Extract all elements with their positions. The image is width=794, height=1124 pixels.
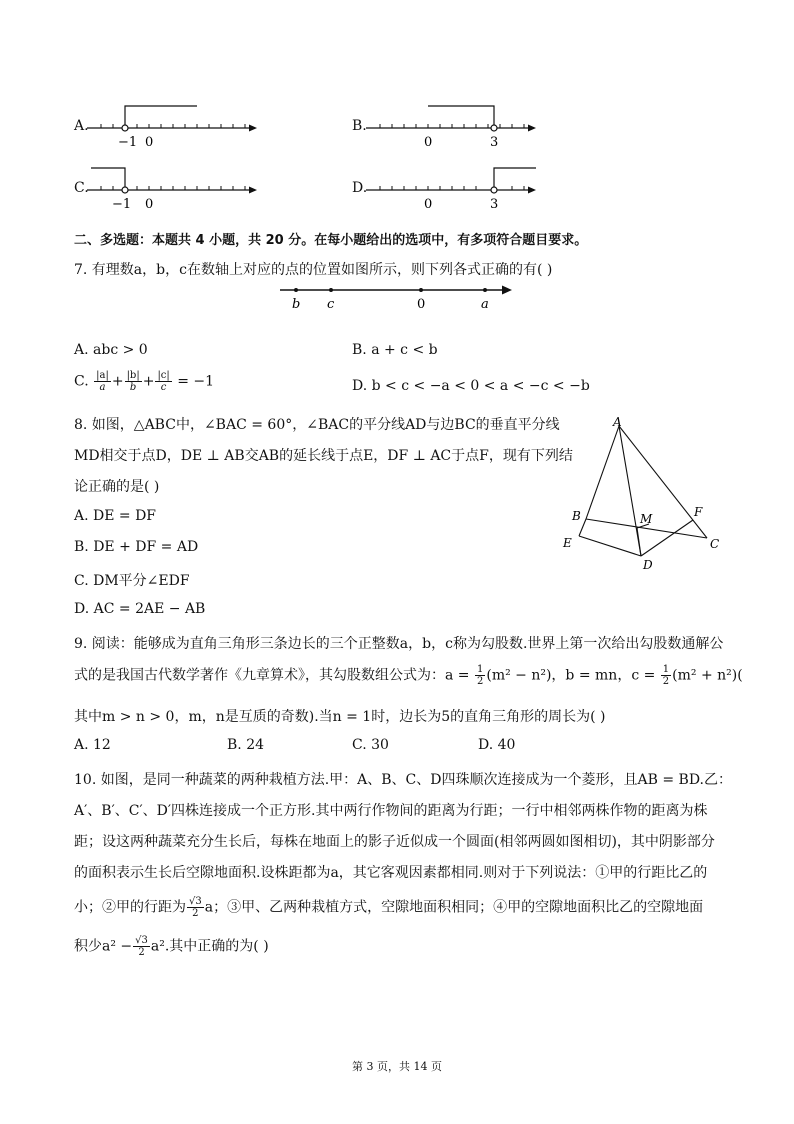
q10-line5: 小；②甲的行距为 $\frac{√3}{2}$ a；③甲、乙两种栽植方式，空隙地面积相同；④甲的空隙地面积比乙的空隙地面	[74, 896, 704, 919]
q7-number-line	[270, 280, 520, 314]
q8-triangle-figure	[555, 412, 735, 577]
q6d-tick-3: 3	[490, 197, 499, 212]
q6a-tick-0: 0	[145, 135, 154, 150]
q7-point-0: 0	[417, 297, 426, 312]
q8-label-E: E	[563, 536, 572, 550]
q9-line2: 式的是我国古代数学著作《九章算术》，其勾股数组公式为：a = $\frac{1}{2}$ (m² − n²)，b = mn，c = $\frac{1}{2}$ (m² + n²)(	[74, 664, 743, 687]
q9-line3: 其中m > n > 0，m，n是互质的奇数).当n = 1时，边长为5的直角三角形的周长为( )	[74, 709, 606, 725]
q8-line2: MD相交于点D，DE ⊥ AB交AB的延长线于点E，DF ⊥ AC于点F，现有下列结	[74, 448, 573, 464]
q8-label-B: B	[572, 509, 581, 523]
q10-line1: 10. 如图，是同一种蔬菜的两种栽植方法.甲：A、B、C、D四珠顺次连接成为一个菱形，且AB = BD.乙：	[74, 772, 732, 788]
q9-option-b: B. 24	[227, 737, 265, 753]
q6-number-line-c	[85, 160, 265, 216]
q6b-tick-0: 0	[424, 135, 433, 150]
q6c-tick-minus1: −1	[112, 197, 132, 212]
q7-option-b: B. a + c < b	[352, 342, 438, 358]
q10-line4: 的面积表示生长后空隙地面积.设株距都为a，其它客观因素都相同.则对于下列说法：①甲的行距比乙的	[74, 865, 708, 881]
q7-point-b: b	[292, 297, 301, 312]
q8-option-c: C. DM平分∠EDF	[74, 573, 190, 589]
q9-line1: 9. 阅读：能够成为直角三角形三条边长的三个正整数a，b，c称为勾股数.世界上第一次给出勾股数通解公	[74, 636, 724, 652]
q9-option-a: A. 12	[74, 737, 111, 753]
q7-option-a: A. abc > 0	[74, 342, 148, 358]
q6-number-line-b	[364, 98, 544, 154]
q9-option-d: D. 40	[478, 737, 516, 753]
q8-line3: 论正确的是( )	[74, 479, 160, 495]
q10-line3: 距；设这两种蔬菜充分生长后，每株在地面上的影子近似成一个圆面(相邻两圆如图相切)，其中阴影部分	[74, 834, 715, 850]
q8-line1: 8. 如图，△ABC中，∠BAC = 60°，∠BAC的平分线AD与边BC的垂直平分线	[74, 417, 560, 433]
q8-label-C: C	[710, 537, 720, 551]
q7-option-d: D. b < c < −a < 0 < a < −c < −b	[352, 378, 590, 394]
q7-point-c: c	[327, 297, 335, 312]
q10-line2: A′、B′、C′、D′四株连接成一个正方形.其中两行作物间的距离为行距；一行中相邻两株作物的距离为株	[74, 803, 708, 819]
q7c-frac-c: $\frac{|c|}{c}$	[157, 370, 170, 393]
q7-stem: 7. 有理数a，b，c在数轴上对应的点的位置如图所示，则下列各式正确的有( )	[74, 262, 553, 278]
q8-option-b: B. DE + DF = AD	[74, 539, 199, 555]
page-footer: 第 3 页，共 14 页	[352, 1060, 442, 1073]
q6-number-line-d	[364, 160, 544, 216]
q6d-tick-0: 0	[424, 197, 433, 212]
q6-option-c-label: C.	[74, 180, 89, 196]
q9-option-c: C. 30	[352, 737, 389, 753]
q8-label-A: A	[613, 415, 622, 429]
section2-heading: 二、多选题：本题共 4 小题，共 20 分。在每小题给出的选项中，有多项符合题目要求。	[74, 233, 588, 248]
q8-label-M: M	[640, 512, 653, 526]
q8-label-D: D	[643, 558, 653, 572]
q8-option-d: D. AC = 2AE − AB	[74, 601, 206, 617]
q8-option-a: A. DE = DF	[74, 508, 157, 524]
q6-option-d-label: D.	[352, 180, 368, 196]
q7-point-a: a	[481, 297, 489, 312]
q7c-frac-a: $\frac{|a|}{a}$	[96, 370, 109, 393]
q6b-tick-3: 3	[490, 135, 499, 150]
q6-number-line-a	[85, 98, 265, 154]
q6a-tick-minus1: −1	[118, 135, 138, 150]
q6-option-b-label: B.	[352, 118, 367, 134]
q6c-tick-0: 0	[145, 197, 154, 212]
q8-label-F: F	[694, 505, 703, 519]
q10-line6: 积少a² − $\frac{√3}{2}$ a².其中正确的为( )	[74, 935, 269, 958]
q7-option-c: C. $\frac{|a|}{a}$ + $\frac{|b|}{b}$ + $\frac{|c|}{c}$ = −1	[74, 370, 215, 393]
q6-option-a-label: A.	[74, 118, 89, 134]
q7c-frac-b: $\frac{|b|}{b}$	[126, 370, 140, 393]
